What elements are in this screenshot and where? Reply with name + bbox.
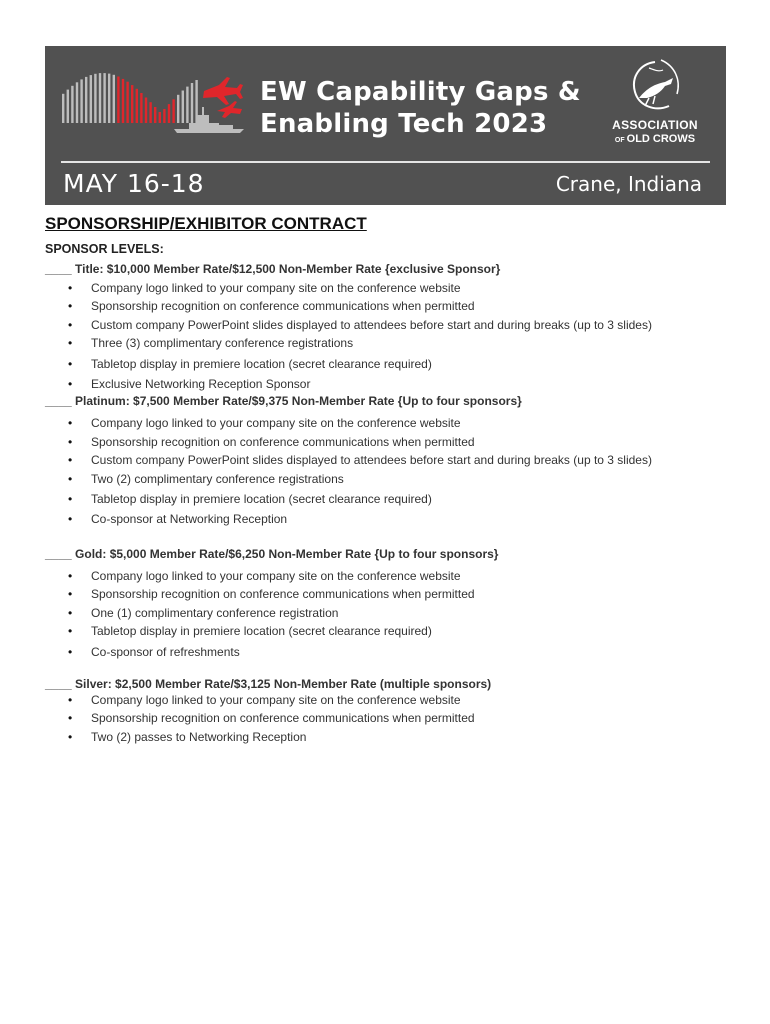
- wave-bar: [90, 75, 92, 123]
- wave-bar: [131, 85, 133, 123]
- wave-bar: [168, 104, 170, 123]
- event-dates: MAY 16-18: [63, 169, 205, 198]
- wave-bar: [103, 73, 105, 123]
- benefit-item: • Sponsorship recognition on conference communications when permitted: [45, 585, 725, 603]
- wave-bar: [85, 77, 87, 123]
- benefit-list: [45, 414, 725, 528]
- benefit-item: • Custom company PowerPoint slides displayed to attendees before start and during breaks (up to 3 slides): [45, 451, 725, 469]
- tier-title: [45, 262, 725, 393]
- wave-bar: [145, 98, 147, 124]
- benefit-item: • Tabletop display in premiere location (secret clearance required): [45, 355, 725, 373]
- sponsor-levels-heading: SPONSOR LEVELS:: [45, 242, 164, 256]
- wave-bar: [113, 75, 115, 123]
- benefit-item: • Co-sponsor of refreshments: [45, 643, 725, 661]
- event-title: [260, 76, 581, 140]
- tier-heading: ____ Silver: $2,500 Member Rate/$3,125 Non-Member Rate (multiple sponsors): [45, 676, 492, 691]
- benefit-item: • Company logo linked to your company site on the conference website: [45, 414, 725, 432]
- wave-bar: [126, 82, 128, 123]
- benefit-list: [45, 691, 725, 746]
- benefit-item: • Custom company PowerPoint slides displayed to attendees before start and during breaks (up to 3 slides): [45, 316, 725, 334]
- wave-bar: [122, 79, 124, 123]
- association-logo: [605, 58, 705, 153]
- crow-emblem-icon: [625, 58, 685, 116]
- benefit-item: • One (1) complimentary conference registration: [45, 604, 725, 622]
- benefit-item: • Two (2) passes to Networking Reception: [45, 728, 725, 746]
- benefit-item: • Sponsorship recognition on conference communications when permitted: [45, 433, 725, 451]
- wave-bar: [182, 91, 184, 124]
- benefit-item: • Three (3) complimentary conference registrations: [45, 334, 725, 352]
- wave-bar: [62, 94, 64, 123]
- contract-document: [45, 214, 725, 746]
- tier-heading: ____ Gold: $5,000 Member Rate/$6,250 Non-Member Rate {Up to four sponsors}: [45, 546, 499, 561]
- wave-bar: [186, 87, 188, 123]
- wave-bar: [172, 99, 174, 123]
- wave-bar: [67, 90, 69, 123]
- wave-bar: [136, 89, 138, 123]
- logo-text-of: OF: [614, 137, 625, 144]
- benefit-list: [45, 279, 725, 393]
- event-title-line-2: Enabling Tech 2023: [260, 109, 548, 139]
- wave-bar: [80, 79, 82, 123]
- banner-divider: [61, 161, 710, 163]
- benefit-item: • Company logo linked to your company site on the conference website: [45, 567, 725, 585]
- benefit-item: • Sponsorship recognition on conference communications when permitted: [45, 709, 725, 727]
- wave-bar: [108, 74, 110, 123]
- logo-text-old-crows: [605, 133, 705, 145]
- wave-bar: [140, 93, 142, 123]
- tier-heading: ____ Title: $10,000 Member Rate/$12,500 Non-Member Rate {exclusive Sponsor}: [45, 262, 501, 276]
- benefit-item: • Tabletop display in premiere location (secret clearance required): [45, 622, 725, 640]
- wave-bar: [191, 83, 193, 123]
- wave-bar: [76, 82, 78, 123]
- tier-heading: ____ Platinum: $7,500 Member Rate/$9,375 Non-Member Rate {Up to four sponsors}: [45, 394, 522, 409]
- contract-title: SPONSORSHIP/EXHIBITOR CONTRACT: [45, 214, 367, 233]
- logo-text-association: ASSOCIATION: [612, 118, 698, 132]
- tier-platinum: [45, 394, 725, 528]
- wave-bar: [94, 74, 96, 123]
- tier-gold: [45, 547, 725, 661]
- signal-wave-graphic: [59, 71, 249, 133]
- benefit-item: • Company logo linked to your company site on the conference website: [45, 691, 725, 709]
- benefit-list: [45, 567, 725, 661]
- wave-bar: [99, 73, 101, 123]
- wave-bar: [159, 112, 161, 123]
- event-title-line-1: EW Capability Gaps &: [260, 77, 581, 107]
- wave-bar: [117, 77, 119, 124]
- wave-bar: [149, 102, 151, 123]
- wave-bar: [154, 107, 156, 123]
- tier-silver: [45, 677, 725, 746]
- aircraft-icon: [203, 77, 243, 118]
- benefit-item: • Sponsorship recognition on conference communications when permitted: [45, 297, 725, 315]
- wave-bar: [163, 109, 165, 123]
- benefit-item: • Tabletop display in premiere location (secret clearance required): [45, 490, 725, 508]
- event-location: Crane, Indiana: [555, 172, 702, 196]
- benefit-item: • Company logo linked to your company site on the conference website: [45, 279, 725, 297]
- benefit-item: • Co-sponsor at Networking Reception: [45, 510, 725, 528]
- logo-text-old-crows-name: OLD CROWS: [626, 133, 696, 145]
- event-banner: [45, 46, 726, 205]
- wave-bar: [177, 95, 179, 123]
- benefit-item: • Two (2) complimentary conference registrations: [45, 470, 725, 488]
- wave-bar: [71, 86, 73, 123]
- benefit-item: • Exclusive Networking Reception Sponsor: [45, 375, 725, 393]
